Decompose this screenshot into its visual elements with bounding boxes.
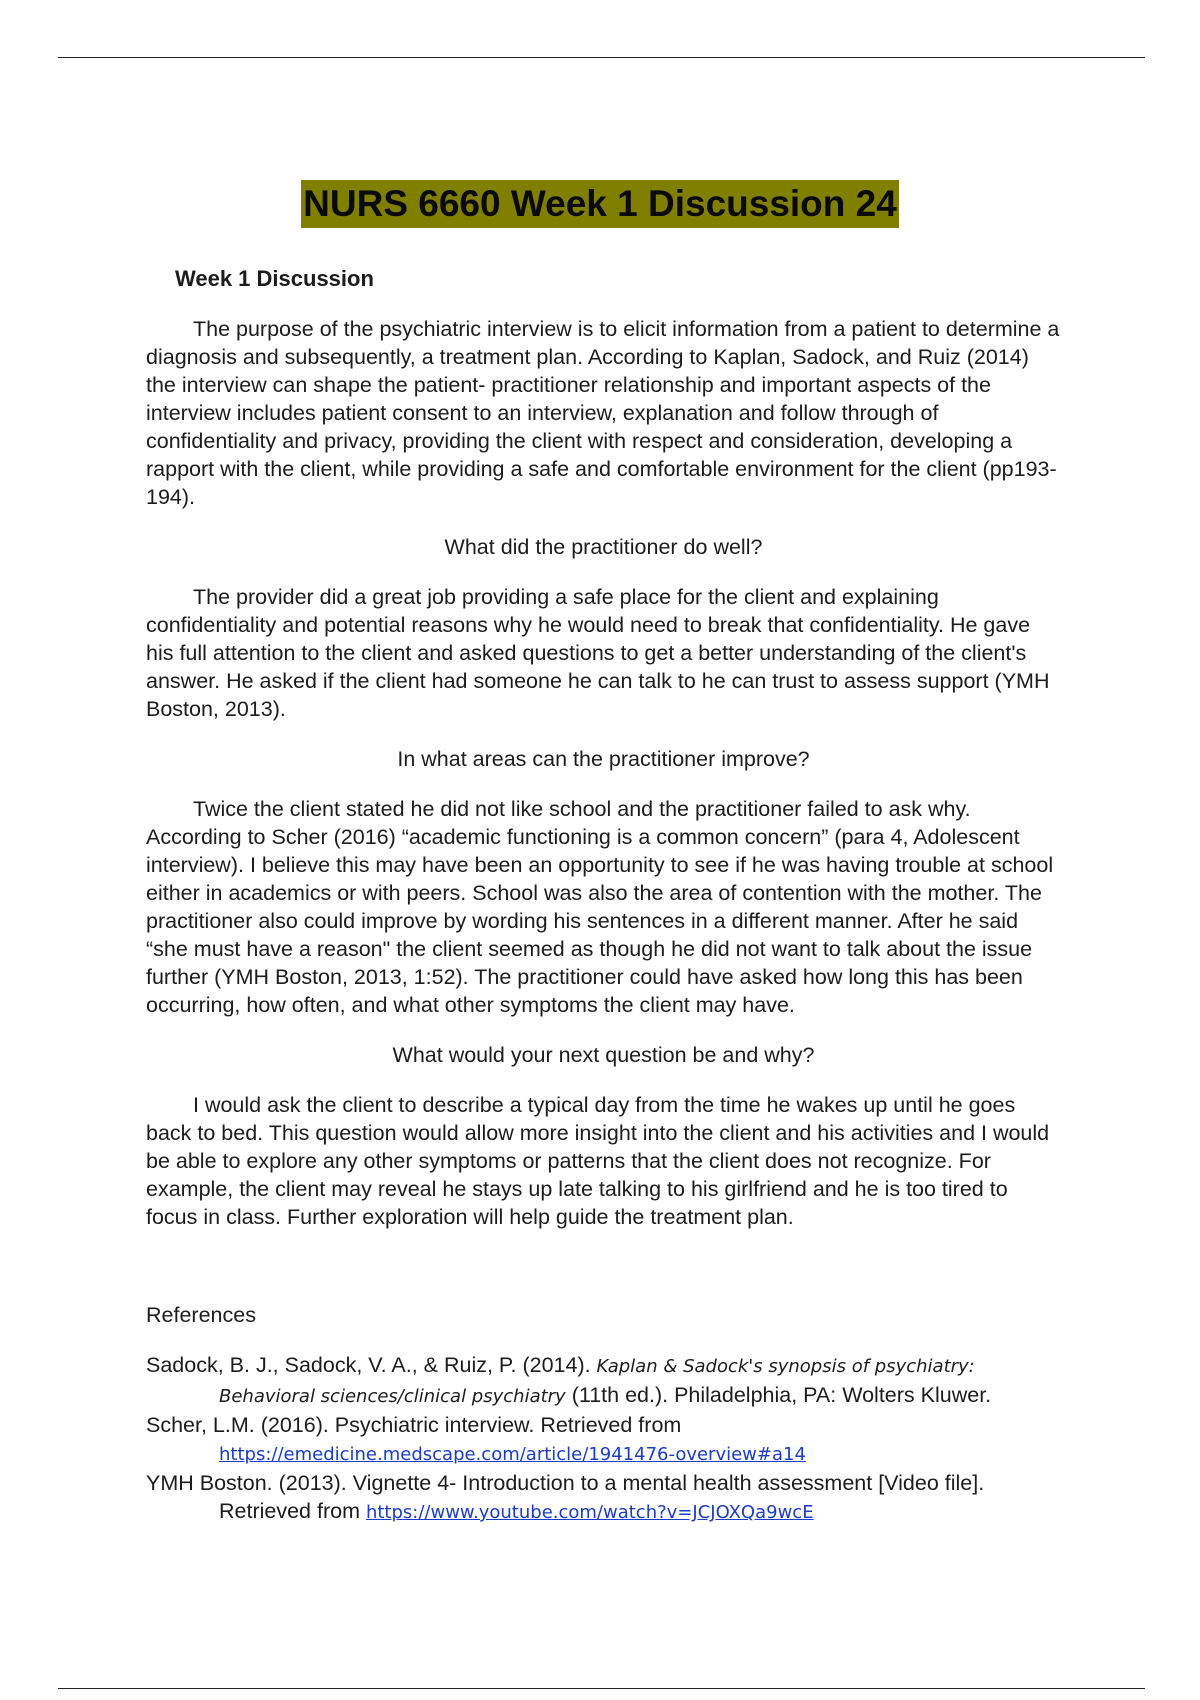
references-heading: References [146,1303,256,1327]
section-heading: Week 1 Discussion [175,266,374,291]
question-heading: In what areas can the practitioner improve? [397,747,810,771]
reference-entry [146,1469,1061,1527]
reference-entry [146,1411,1061,1469]
reference-text: Scher, L.M. (2016). Psychiatric interview. Retrieved from [146,1413,682,1437]
reference-title: Kaplan & Sadock's synopsis of psychiatry: Behavioral sciences/clinical psychiatry [219,1356,975,1407]
answer-paragraph: The provider did a great job providing a safe place for the client and explaining confidentiality and potential reasons why he would need to break that confidentiality. He gave his full attention to the client and asked questions to get a better understanding of the client's answer. He asked if the client had someone he can talk to he can trust to assess support (YMH Boston, 2013). [146,585,1050,721]
document-body [146,265,1061,1527]
answer-paragraph: Twice the client stated he did not like school and the practitioner failed to ask why. According to Scher (2016) “academic functioning is a common concern” (para 4, Adolescent interview). I believe this may have been an opportunity to see if he was having trouble at school either in academics or with peers. School was also the area of contention with the mother. The practitioner also could improve by wording his sentences in a different manner. After he said “she must have a reason" the client seemed as though he did not want to talk about the issue further (YMH Boston, 2013, 1:52). The practitioner could have asked how long this has been occurring, how often, and what other symptoms the client may have. [146,797,1054,1017]
reference-link[interactable]: https://emedicine.medscape.com/article/1941476-overview#a14 [219,1444,806,1465]
reference-text: YMH Boston. (2013). Vignette 4- Introduction to a mental health assessment [Video file]. Retrieved from [146,1471,985,1523]
reference-text: Sadock, B. J., Sadock, V. A., & Ruiz, P. (2014). [146,1353,597,1377]
reference-text: (11th ed.). Philadelphia, PA: Wolters Kluwer. [565,1383,992,1407]
header-rule [58,57,1145,58]
page-title [0,180,1200,228]
footer-rule [58,1688,1145,1689]
intro-paragraph: The purpose of the psychiatric interview is to elicit information from a patient to determine a diagnosis and subsequently, a treatment plan. According to Kaplan, Sadock, and Ruiz (2014) the interview can shape the patient- practitioner relationship and important aspects of the interview includes patient consent to an interview, explanation and follow through of confidentiality and privacy, providing the client with respect and consideration, developing a rapport with the client, while providing a safe and comfortable environment for the client (pp193-194). [146,317,1060,509]
reference-entry [146,1351,1061,1411]
question-heading: What would your next question be and why? [392,1043,815,1067]
answer-paragraph: I would ask the client to describe a typical day from the time he wakes up until he goes back to bed. This question would allow more insight into the client and his activities and I would be able to explore any other symptoms or patterns that the client does not recognize. For example, the client may reveal he stays up late talking to his girlfriend and he is too tired to focus in class. Further exploration will help guide the treatment plan. [146,1093,1050,1229]
page-title-highlight: NURS 6660 Week 1 Discussion 24 [301,180,899,228]
question-heading: What did the practitioner do well? [444,535,763,559]
reference-link[interactable]: https://www.youtube.com/watch?v=JCJOXQa9wcE [365,1502,814,1523]
